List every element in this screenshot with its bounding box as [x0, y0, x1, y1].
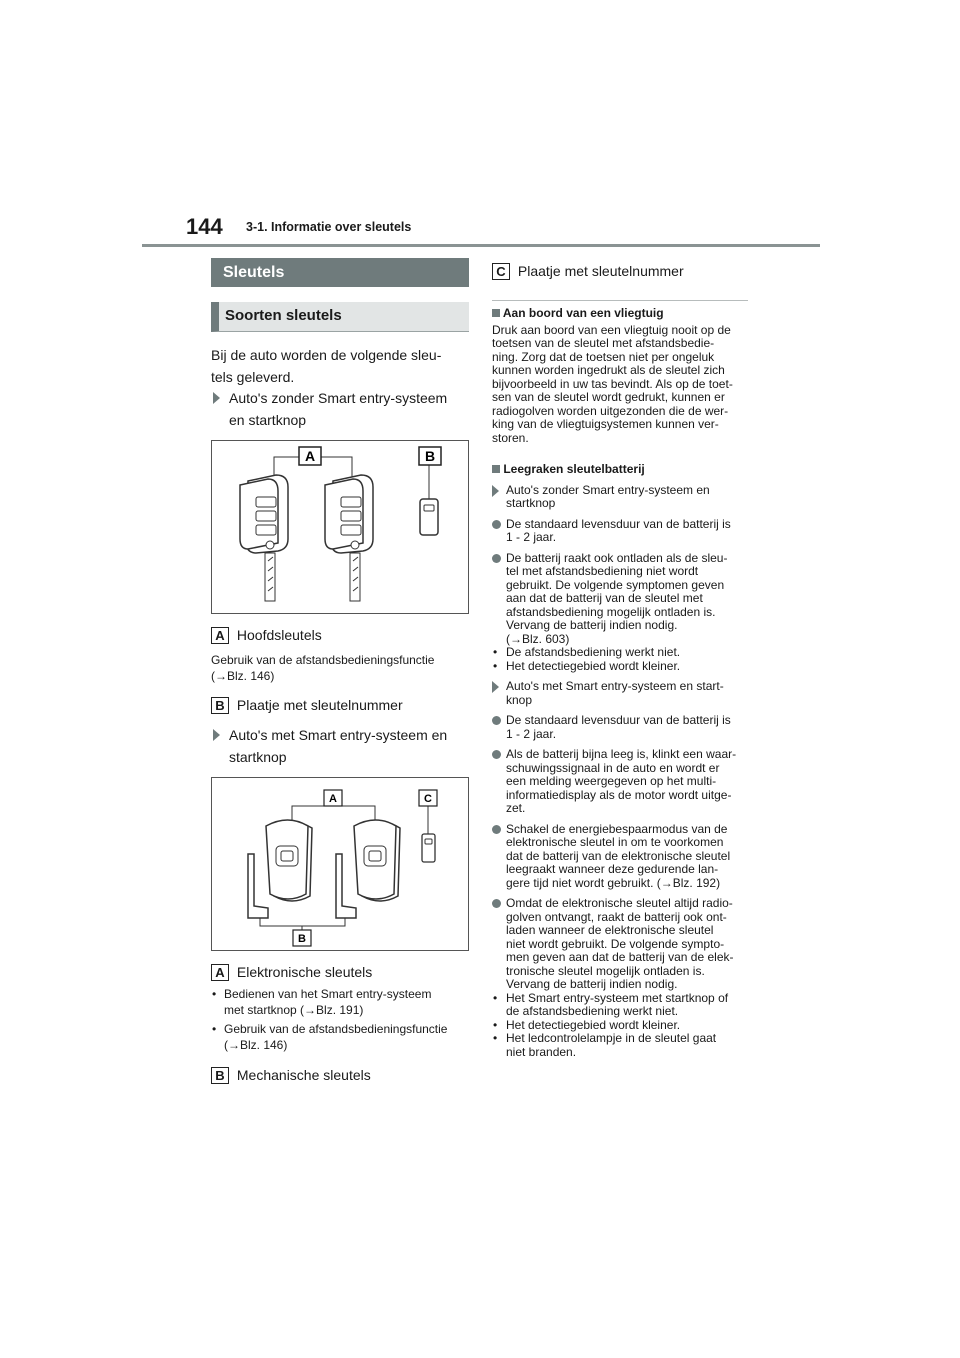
caption-text: Elektronische sleutels: [236, 964, 373, 980]
bullet-item: De standaard levensduur van de batterij is 1 - 2 jaar.: [492, 714, 754, 741]
note-line: (→Blz. 146): [211, 669, 275, 683]
list-item: • Het detectiegebied wordt kleiner.: [493, 1017, 681, 1032]
keys-illustration: [212, 441, 468, 613]
bullet-dot-icon: [492, 716, 501, 725]
caption-b1: [211, 695, 403, 715]
bullet-dot-icon: [492, 554, 501, 563]
list-item: • De afstandsbediening werkt niet.: [493, 645, 681, 659]
square-bullet-icon: [492, 465, 500, 473]
type1-line: en startknop: [229, 412, 307, 428]
intro-line: tels geleverd.: [211, 369, 295, 385]
caption-a2: [211, 962, 372, 982]
caption-letter: A: [211, 964, 229, 981]
bullet-dot-icon: [492, 899, 501, 908]
caption-letter: B: [211, 697, 229, 714]
label-b: B: [298, 933, 306, 945]
list-line: Gebruik van de afstandsbedieningsfunctie: [224, 1022, 448, 1036]
note-line: Gebruik van de afstandsbedieningsfunctie: [211, 653, 435, 667]
bullet-item: Omdat de elektronische sleutel altijd radio- golven ontvangt, raakt de batterij ook ont- laden wanneer de elektronische sleutel niet wordt gebruikt. De volgende sympto- men geven aan dat de batterij van de elek- tronische sleutel mogelijk ontladen is. Vervang de batterij indien nodig.: [492, 897, 754, 992]
subsection-title: Soorten sleutels: [211, 302, 469, 332]
type2-line: startknop: [229, 749, 287, 765]
label-a: A: [329, 793, 337, 805]
bullet-item: De batterij raakt ook ontladen als de sleu- tel met afstandsbediening niet wordt gebruikt. De volgende symptomen geven aan dat de batterij van de sleutel met afstandsbediening mogelijk ontladen is. Vervang de batterij indien nodig. (→Blz. 603): [492, 552, 754, 647]
figure-electronic-keys: [211, 777, 469, 951]
square-bullet-icon: [492, 309, 500, 317]
list-item: • Bedienen van het Smart entry-systeem met startknop (→Blz. 191): [211, 986, 471, 1018]
flip-key-icon: [240, 475, 288, 601]
key-number-plate-icon: [420, 499, 438, 535]
list-item: • Het detectiegebied wordt kleiner.: [493, 658, 681, 673]
list-item: • Het ledcontrolelampje in de sleutel gaat niet branden.: [493, 1031, 717, 1059]
subheading-no-smart: Auto's zonder Smart entry-systeem en startknop: [492, 484, 754, 511]
subheading-smart: Auto's met Smart entry-systeem en start- knop: [492, 680, 754, 707]
key-number-plate-icon: [422, 834, 435, 862]
bullets-a2: [211, 986, 471, 1053]
list-item: • Het Smart entry-systeem met startknop of de afstandsbediening werkt niet.: [493, 990, 729, 1018]
smart-key-icon: [336, 820, 400, 918]
caption-a1: [211, 625, 322, 645]
note-a1: [211, 652, 434, 684]
caption-letter: B: [211, 1067, 229, 1084]
arrow-icon: [213, 729, 220, 741]
type1-line: Auto's zonder Smart entry-systeem: [229, 390, 448, 406]
battery-section: [492, 463, 754, 1059]
type2-line: Auto's met Smart entry-systeem en: [229, 727, 448, 743]
label-b: B: [424, 448, 436, 464]
divider: [492, 300, 748, 301]
bullet-dot-icon: [492, 825, 501, 834]
caption-b2: [211, 1065, 371, 1085]
bullet-dot-icon: [492, 520, 501, 529]
label-c: C: [424, 793, 432, 805]
bullet-item: Als de batterij bijna leeg is, klinkt een waar- schuwingssignaal in de auto en wordt er een melding weergegeven op het multi- informatiedisplay als de motor wordt uitge- zet.: [492, 748, 754, 816]
arrow-icon: [492, 681, 499, 693]
chapter-title: 3-1. Informatie over sleutels: [246, 220, 412, 234]
keys-illustration: [212, 778, 468, 950]
page-number: 144: [186, 214, 223, 239]
caption-letter: A: [211, 627, 229, 644]
list-line: Bedienen van het Smart entry-systeem: [224, 987, 432, 1001]
flight-title: Aan boord van een vliegtuig: [492, 307, 754, 321]
bullet-dot-icon: [492, 750, 501, 759]
figure-conventional-keys: [211, 440, 469, 614]
bullet-item: De standaard levensduur van de batterij is 1 - 2 jaar.: [492, 518, 754, 545]
caption-text: Mechanische sleutels: [236, 1067, 371, 1083]
flip-key-icon: [325, 475, 373, 601]
list-item: • Gebruik van de afstandsbedieningsfunctie (→Blz. 146): [211, 1021, 471, 1053]
caption-c: [492, 261, 684, 281]
header-divider: [142, 244, 820, 247]
intro-text: [211, 345, 441, 387]
caption-text: Plaatje met sleutelnummer: [517, 263, 684, 279]
flight-body: Druk aan boord van een vliegtuig nooit op de toetsen van de sleutel met afstandsbedie- ning. Zorg dat de toetsen niet per ongeluk kunnen worden ingedrukt als de sleutel zich bijvoorbeeld in uw tas bevindt. Als op de toet- sen van de sleutel wordt gedrukt, kunnen er radiogolven worden uitgezonden die de wer- king van de vliegtuigsystemen kunnen ver- storen.: [492, 322, 733, 445]
list-line: (→Blz. 146): [224, 1038, 288, 1052]
intro-line: Bij de auto worden de volgende sleu-: [211, 347, 442, 363]
label-a: A: [304, 448, 316, 464]
arrow-icon: [213, 392, 220, 404]
arrow-icon: [492, 485, 499, 497]
battery-title: Leegraken sleutelbatterij: [492, 463, 754, 477]
section-title: Sleutels: [211, 258, 469, 287]
caption-text: Plaatje met sleutelnummer: [236, 697, 403, 713]
bullet-item: Schakel de energiebespaarmodus van de elektronische sleutel in om te voorkomen dat de batterij van de elektronische sleutel leegraakt wanneer deze gedurende lan- gere tijd niet wordt gebruikt. (→Blz. 192): [492, 823, 754, 891]
list-line: met startknop (→Blz. 191): [224, 1003, 364, 1017]
caption-text: Hoofdsleutels: [236, 627, 322, 643]
caption-letter: C: [492, 263, 510, 280]
smart-key-icon: [248, 820, 312, 918]
flight-section: [492, 307, 754, 445]
